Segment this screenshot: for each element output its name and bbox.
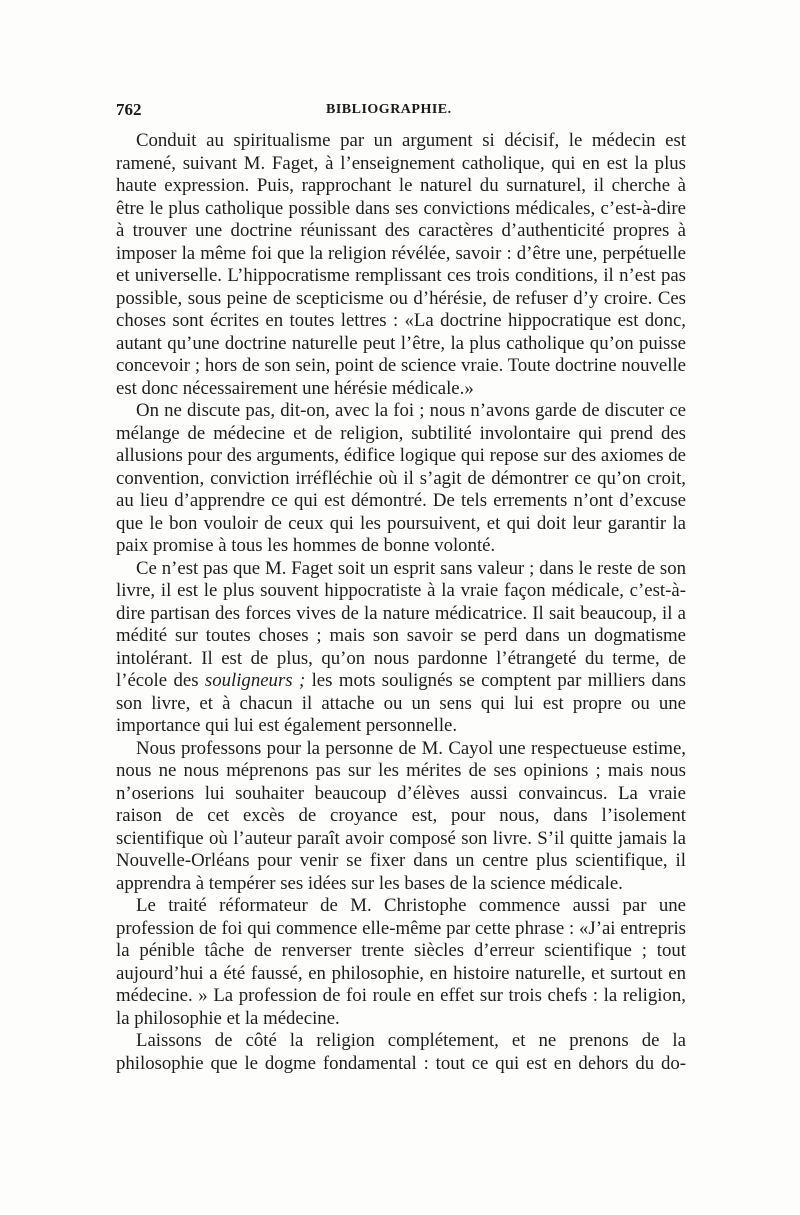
running-title: BIBLIOGRAPHIE.	[326, 102, 452, 117]
paragraph-3-text-before: Ce n’est pas que M. Faget soit un esprit sans valeur ; dans le reste de son livre, il est le plus souvent hippocratiste à la vraie façon médicale, c’est-à-dire partisan des forces vives de la nature médicatrice. Il sait beaucoup, il a médité sur toutes choses ; mais son savoir se perd dans un dogmatisme intolérant. Il est de plus, qu’on nous pardonne l’étrangeté du terme, de l’école des	[116, 557, 686, 691]
paragraph-3	[116, 558, 686, 738]
paragraph-5: Le traité réformateur de M. Christophe commence aussi par une profession de foi qui commence elle-même par cette phrase : «J’ai entrepris la pénible tâche de renverser trente siècles d’erreur scientifique ; tout aujourd’hui a été faussé, en philosophie, en histoire naturelle, et surtout en médecine. » La profession de foi roule en effet sur trois chefs : la religion, la philosophie et la médecine.	[116, 895, 686, 1029]
paragraph-2-text: On ne discute pas, dit-on, avec la foi ; nous n’avons garde de discuter ce mélange de médecine et de religion, subtilité involontaire qui prend des allusions pour des arguments, édifice logique qui repose sur des axiomes de convention, conviction irréfléchie où il s’agit de démontrer ce qu’on croit, au lieu d’apprendre ce qui est démontré. De tels errements n’ont d’excuse que le bon vouloir de ceux qui les poursuivent, et qui doit leur garantir la paix promise à tous les hommes de bonne volonté.	[116, 400, 686, 556]
emphasized-word: souligneurs ;	[204, 670, 306, 691]
paragraph-2	[116, 400, 686, 558]
paragraph-6: Laissons de côté la religion complétement, et ne prenons de la philosophie que le dogme fondamental : tout ce qui est en dehors du do-	[116, 1030, 686, 1074]
body-text	[116, 130, 686, 1075]
paragraph-3-text-after: les mots soulignés se comptent par milliers dans son livre, et à chacun il attache ou un sens qui lui est propre ou une importance qui lui est également personnelle.	[116, 670, 686, 736]
page-header	[116, 100, 686, 124]
paragraph-1: Conduit au spiritualisme par un argument si décisif, le médecin est ramené, suivant M. Faget, à l’enseignement catholique, qui en est la plus haute expression. Puis, rapprochant le naturel du surnaturel, il cherche à être le plus catholique possible dans ses convictions médicales, c’est-à-dire à trouver une doctrine réunissant des caractères d’authenticité propres à imposer la même foi que la religion révélée, savoir : d’être une, perpétuelle et universelle. L’hippocratisme remplissant ces trois conditions, il n’est pas possible, sous peine de scepticisme ou d’hérésie, de refuser d’y croire. Ces choses sont écrites en toutes lettres : «La doctrine hippocratique est donc, autant qu’une doctrine naturelle peut l’être, la plus catholique qu’on puisse concevoir ; hors de son sein, point de science vraie. Toute doctrine nouvelle est donc nécessairement une hérésie médicale.»	[116, 130, 686, 399]
paragraph-4: Nous professons pour la personne de M. Cayol une respectueuse estime, nous ne nous méprenons pas sur les mérites de ses opinions ; mais nous n’oserions lui souhaiter beaucoup d’élèves aussi convaincus. La vraie raison de cet excès de croyance est, pour nous, dans l’isolement scientifique où l’auteur paraît avoir composé son livre. S’il quitte jamais la Nouvelle-Orléans pour venir se fixer dans un centre plus scientifique, il apprendra à tempérer ses idées sur les bases de la science médicale.	[116, 737, 686, 894]
page-number: 762	[116, 100, 142, 119]
